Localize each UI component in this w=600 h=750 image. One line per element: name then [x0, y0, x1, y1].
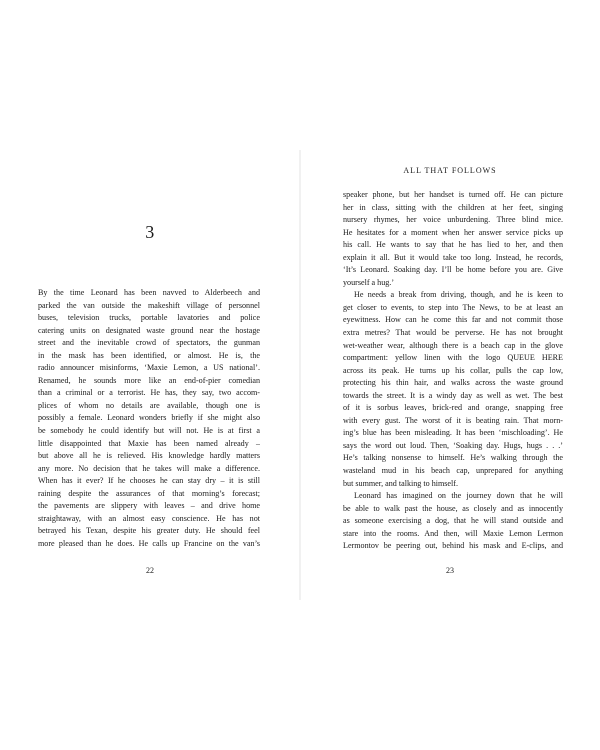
- text-line: catering units on designated waste ground near the hostage: [38, 325, 260, 335]
- text-line: her in class, sitting with the children at her feet, singing: [343, 202, 563, 212]
- text-line: raining despite the assurances of that morning’s forecast;: [38, 488, 260, 498]
- text-line: wet-weather wear, although there is a beach cap in the glove: [343, 340, 563, 350]
- running-head: ALL THAT FOLLOWS: [403, 166, 497, 175]
- text-line: He needs a break from driving, though, and he is keen to: [354, 290, 563, 300]
- text-line: betrayed his Texan, despite his greater duty. He should feel: [38, 526, 260, 536]
- text-line: says the word out loud. Then, ‘Soaking day. Hugs, hugs . . .’: [343, 440, 563, 450]
- text-line: be somebody he could identify but will not. He is at first a: [38, 426, 260, 436]
- text-line: ing’s blue has been misleading. It has been ‘mischloading’. He: [343, 428, 563, 438]
- text-line: of it is sorbus leaves, brick-red and orange, snapping free: [343, 403, 563, 413]
- text-line: protecting his thin hair, and walks across the waste ground: [343, 378, 563, 388]
- text-line: any more. No decision that he takes will make a difference.: [38, 463, 260, 473]
- text-line: extra metres? That would be perverse. He has not brought: [343, 328, 563, 338]
- text-line: as someone exercising a dog, that he will stand outside and: [343, 516, 563, 526]
- right-body-text: [343, 189, 563, 553]
- text-line: radio announcer misinforms, ‘Maxie Lemon, a US national’.: [38, 363, 260, 373]
- chapter-number: 3: [145, 222, 155, 242]
- text-line: with every gust. The worst of it is beating rain. That morn-: [343, 415, 563, 425]
- text-line: nursery rhymes, her voice unburdening. Three blind mice.: [343, 215, 563, 225]
- left-body-text: [38, 287, 260, 550]
- text-line: speaker phone, but her handset is turned off. He can picture: [343, 190, 563, 199]
- text-line: more pleased than he does. He calls up Francine on the van’s: [38, 538, 260, 548]
- text-line: stare into the rooms. And then, will Maxie Lemon Lermon: [343, 528, 563, 538]
- text-line: but summer, and talking to himself.: [343, 478, 458, 488]
- text-line: get closer to events, to step into The News, to be at least an: [343, 302, 563, 312]
- text-line: By the time Leonard has been navved to Alderbeech and: [38, 288, 260, 297]
- text-line: buses, television trucks, portable lavatories and police: [38, 313, 260, 323]
- text-line: street and the inevitable crowd of spectators, the gunman: [38, 338, 260, 348]
- text-line: little disappointed that Maxie has been named already –: [38, 438, 260, 448]
- text-line: ‘It’s Leonard. Soaking day. I’ll be home before you are. Give: [343, 265, 563, 275]
- text-line: Leonard has imagined on the journey down that he will: [354, 491, 563, 501]
- page-number: 22: [146, 566, 154, 575]
- page-number: 23: [446, 566, 454, 575]
- text-line: but above all he is relieved. His knowledge hardly matters: [38, 451, 260, 461]
- text-line: compartment: yellow linen with the logo QUEUE HERE: [343, 353, 563, 363]
- text-line: wasteland mud in his beach cap, unprepared for anything: [343, 466, 563, 476]
- text-line: across its peak. He turns up his collar, pulls the cap low,: [343, 365, 563, 375]
- right-page: [300, 0, 600, 750]
- text-line: in the mask has been identified, or almost. He is, the: [38, 350, 260, 360]
- text-line: straightaway, with an almost easy conscience. He has not: [38, 513, 260, 523]
- text-line: the pavements are slippery with leaves – and drive home: [38, 501, 260, 511]
- text-line: Renamed, he sounds more like an end-of-pier comedian: [38, 375, 260, 385]
- text-line: possibly a female. Leonard wonders briefly if she might also: [38, 413, 260, 423]
- text-line: Lermontov be peering out, behind his mask and E-clips, and: [343, 541, 563, 551]
- text-line: eyewitness. How can he come this far and not commit those: [343, 315, 563, 325]
- text-line: parked the van outside the makeshift village of personnel: [38, 300, 260, 310]
- text-line: explain it all. But it would take too long. Instead, he records,: [343, 252, 563, 262]
- text-line: He’s talking nonsense to himself. He’s walking through the: [343, 453, 563, 463]
- text-line: When has it ever? If he chooses he can stay dry – it is still: [38, 476, 260, 486]
- text-line: than a criminal or a terrorist. He has, they say, two accom-: [38, 388, 260, 398]
- text-line: be able to walk past the house, as closely and as innocently: [343, 503, 563, 513]
- text-line: yourself a hug.’: [343, 277, 395, 287]
- text-line: plices of whom no details are available, though one is: [38, 400, 260, 410]
- text-line: his call. He wants to say that he has lied to her, and then: [343, 240, 563, 250]
- text-line: towards the street. It is a windy day as well as wet. The best: [343, 390, 563, 400]
- text-line: He hesitates for a moment when her answer service picks up: [343, 227, 563, 237]
